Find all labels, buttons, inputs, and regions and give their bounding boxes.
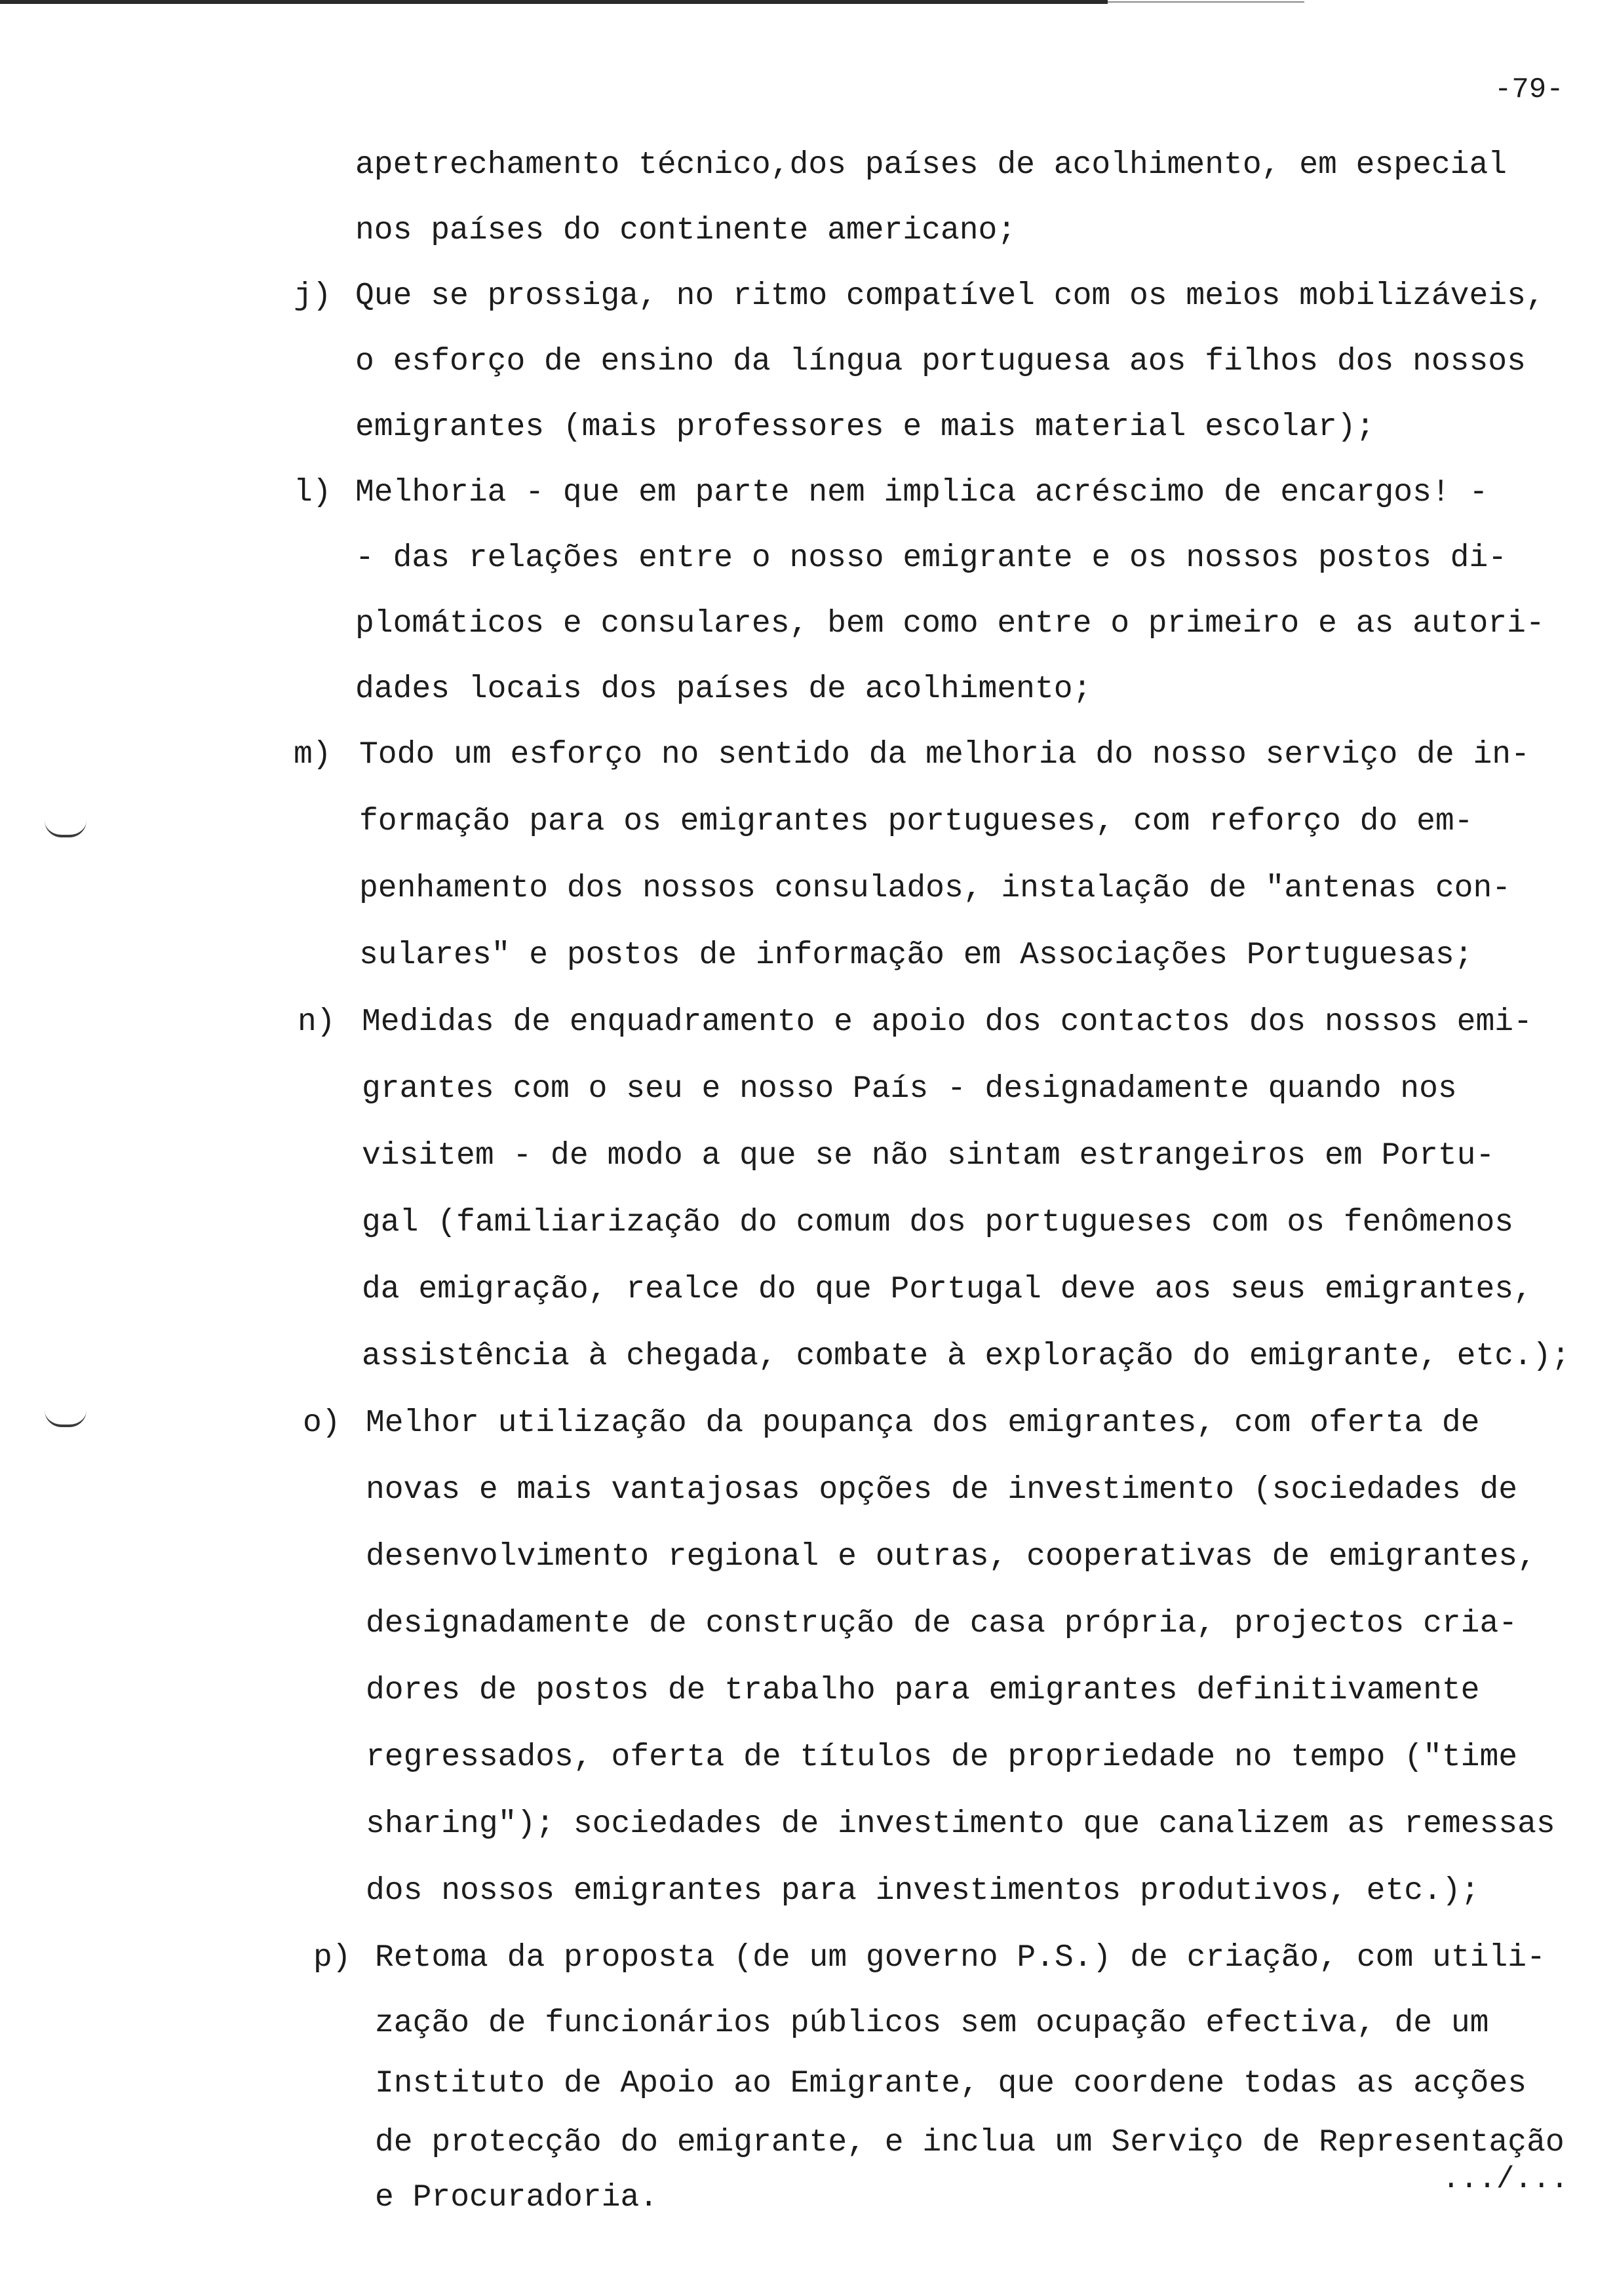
item-j-line: o esforço de ensino da língua portuguesa aos filhos dos nossos	[355, 344, 1526, 379]
intro-line: apetrechamento técnico,dos países de acolhimento, em especial	[355, 147, 1508, 183]
item-m-line: penhamento dos nossos consulados, instalação de "antenas con-	[359, 871, 1511, 906]
item-n-line: assistência à chegada, combate à exploração do emigrante, etc.);	[362, 1339, 1570, 1374]
item-l-line: Melhoria - que em parte nem implica acréscimo de encargos! -	[355, 475, 1489, 510]
item-n-line: gal (familiarização do comum dos portugueses com os fenômenos	[362, 1205, 1514, 1240]
item-o-line: dos nossos emigrantes para investimentos produtivos, etc.);	[366, 1873, 1480, 1909]
item-p-line: Retoma da proposta (de um governo P.S.) de criação, com utili-	[375, 1940, 1546, 1976]
item-p-line: e Procuradoria.	[375, 2180, 659, 2215]
item-l-line: - das relações entre o nosso emigrante e os nossos postos di-	[355, 541, 1508, 576]
continuation-marker: .../...	[1442, 2162, 1569, 2196]
item-n-line: grantes com o seu e nosso País - designadamente quando nos	[362, 1071, 1457, 1107]
item-n-line: visitem - de modo a que se não sintam estrangeiros em Portu-	[362, 1138, 1495, 1174]
item-l-line: dades locais dos países de acolhimento;	[355, 672, 1092, 707]
item-marker-p: p)	[313, 1940, 351, 1976]
item-marker-j: j)	[294, 278, 332, 314]
item-p-line: zação de funcionários públicos sem ocupação efectiva, de um	[375, 2006, 1489, 2041]
item-j-line: emigrantes (mais professores e mais material escolar);	[355, 410, 1375, 445]
item-o-line: desenvolvimento regional e outras, cooperativas de emigrantes,	[366, 1539, 1536, 1575]
item-o-line: regressados, oferta de títulos de propriedade no tempo ("time	[366, 1740, 1518, 1775]
item-p-line: de protecção do emigrante, e inclua um Serviço de Representação	[375, 2125, 1565, 2160]
margin-mark	[45, 1410, 87, 1427]
item-p-line: Instituto de Apoio ao Emigrante, que coordene todas as acções	[375, 2066, 1527, 2101]
item-marker-l: l)	[294, 475, 332, 510]
item-o-line: novas e mais vantajosas opções de investimento (sociedades de	[366, 1472, 1518, 1508]
item-m-line: sulares" e postos de informação em Associações Portuguesas;	[359, 938, 1473, 973]
intro-line: nos países do continente americano;	[355, 213, 1017, 248]
item-m-line: Todo um esforço no sentido da melhoria do nosso serviço de in-	[359, 737, 1530, 773]
item-m-line: formação para os emigrantes portugueses, com reforço do em-	[359, 804, 1473, 839]
item-marker-m: m)	[294, 737, 332, 773]
page-number: -79-	[1494, 73, 1564, 106]
item-n-line: Medidas de enquadramento e apoio dos contactos dos nossos emi-	[362, 1004, 1532, 1040]
top-rule-thin	[1108, 1, 1304, 3]
item-n-line: da emigração, realce do que Portugal deve aos seus emigrantes,	[362, 1272, 1532, 1307]
item-j-line: Que se prossiga, no ritmo compatível com os meios mobilizáveis,	[355, 278, 1545, 314]
item-o-line: dores de postos de trabalho para emigrantes definitivamente	[366, 1673, 1480, 1708]
item-marker-o: o)	[303, 1406, 341, 1441]
margin-mark	[45, 820, 87, 837]
item-o-line: Melhor utilização da poupança dos emigrantes, com oferta de	[366, 1406, 1480, 1441]
item-l-line: plomáticos e consulares, bem como entre o primeiro e as autori-	[355, 606, 1545, 641]
top-rule	[0, 0, 1108, 4]
item-marker-n: n)	[298, 1004, 336, 1040]
item-o-line: designadamente de construção de casa própria, projectos cria-	[366, 1606, 1518, 1641]
item-o-line: sharing"); sociedades de investimento que canalizem as remessas	[366, 1807, 1555, 1842]
